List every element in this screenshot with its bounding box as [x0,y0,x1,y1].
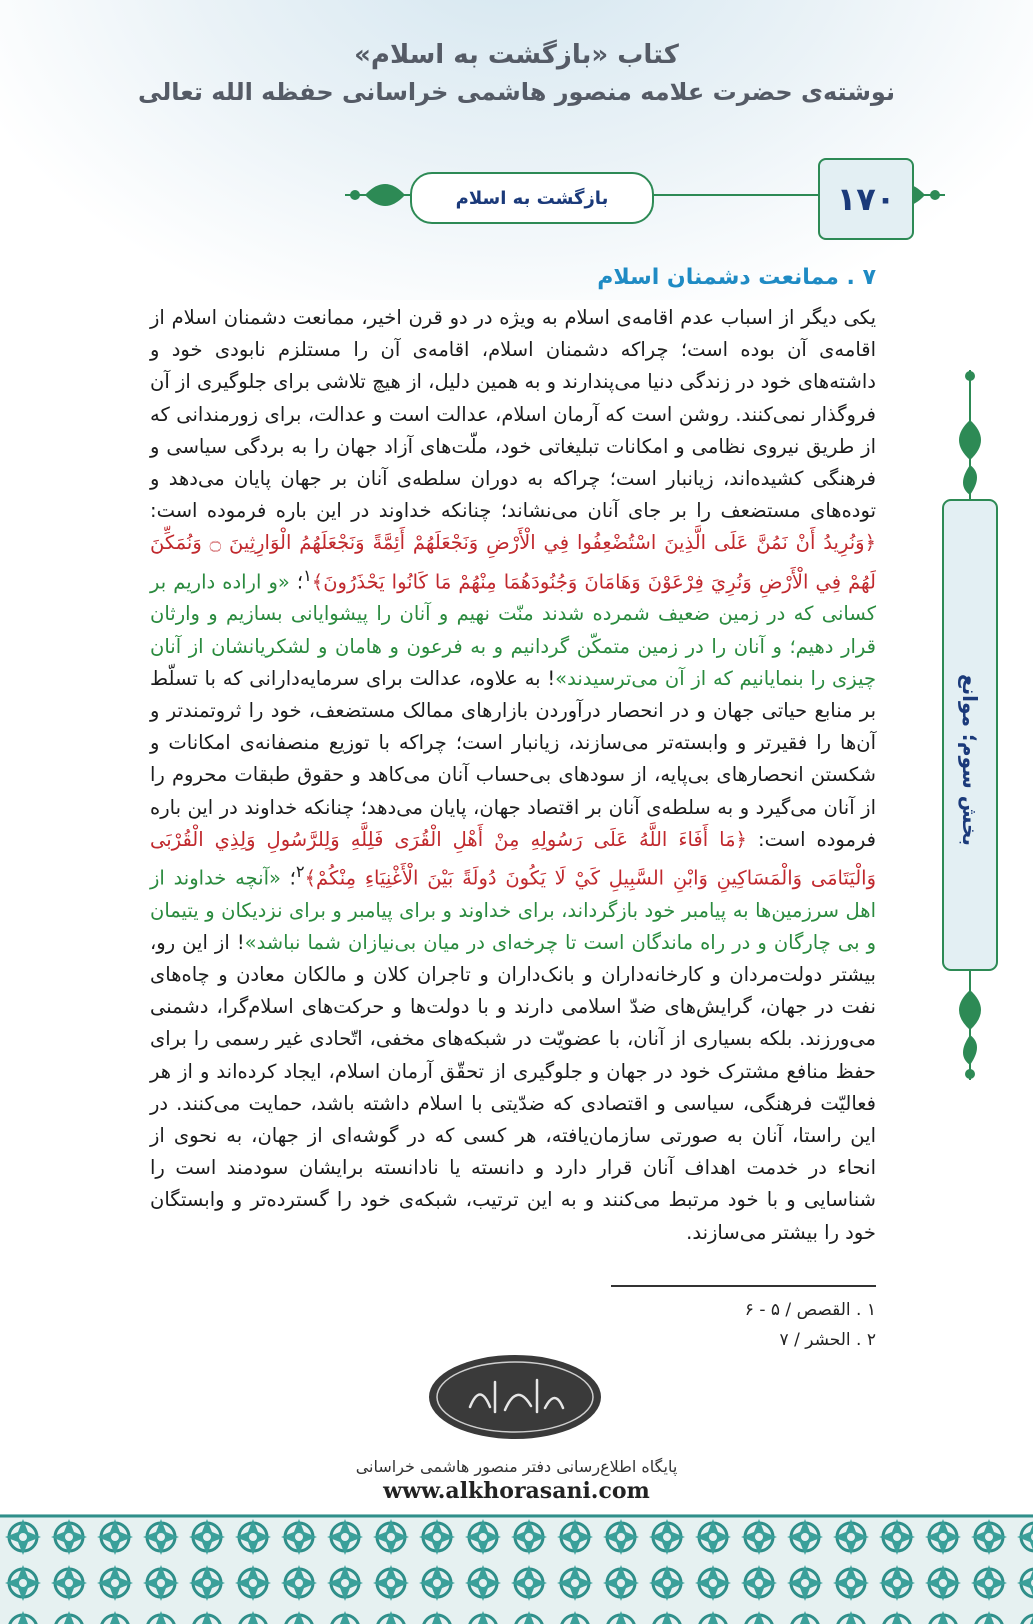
translation-2: «آنچه خداوند از اهل سرزمین‌ها به پیامبر خود بازگرداند، برای خداوند و برای پیامبر و برای نزدیکان و یتیمان و بی چارگان و در راه ماندگان است تا چرخه‌ای در میان بی‌نیازان شما نباشد» [150,866,876,954]
paragraph-2: ! به علاوه، عدالت برای سرمایه‌دارانی که با تسلّط بر منابع حیاتی جهان و در انحصار درآوردن بازارهای ممالک مستضعف، خود را ثروتمندتر و آن‌ها را فقیرتر و وابسته‌تر می‌سازند، زیانبار است؛ چراکه با توزیع منصفانه‌ی امکانات و شکستن انحصارهای بی‌پایه، از سودهای بی‌حساب آنان می‌کاهد و حقوق طبقات محروم را از آنان می‌گیرد و به سلطه‌ی آنان بر اقتصاد جهان، پایان می‌دهد؛ چنانکه خداوند در این باره فرموده است: [150,666,876,851]
footnote-2: ۲ . الحشر / ۷ [779,1330,876,1350]
footnote-1: ۱ . القصص / ۵ - ۶ [744,1300,876,1320]
side-tab-label [935,620,1005,900]
footnotes [745,1295,876,1355]
site-url[interactable]: www.alkhorasani.com [383,1478,650,1504]
paragraph-3: ! از این رو، بیشتر دولت‌مردان و کارخانه‌داران و بانک‌داران و تاجران کلان و مالکان معادن و چاه‌های نفت در جهان، گرایش‌های ضدّ اسلامی دارند و با دولت‌ها و حرکت‌های اسلام‌گرا، دشمنی می‌ورزند. بلکه بسیاری از آنان، با عضویّت در شبکه‌های مخفی، اتّحادی غیر رسمی را برای حفظ منافع مشترک خود در جهان و جلوگیری از تحقّق آرمان اسلام، ایجاد کرده‌اند و از هر فعالیّت فرهنگی، سیاسی و اقتصادی که ضدّیتی با اسلام داشته باشد، حمایت می‌کنند. در این راستا، آنان به صورتی سازمان‌یافته، هر کسی که در گوشه‌ای از جهان، به نحوی از انحاء در خدمت اهداف آنان قرار دارد و دانسته یا نادانسته برایشان سودمند است را شناسایی و با خود مرتبط می‌کنند و به این ترتیب، شبکه‌ی خود را گسترده‌تر و وابستگان خود را بیشتر می‌سازند. [150,930,876,1244]
separator-2: ؛ [280,866,296,890]
section-heading: ۷ . ممانعت دشمنان اسلام [597,265,876,290]
translation-1: «و اراده داریم بر کسانی که در زمین ضعیف شمرده شدند منّت نهیم و آنان را پیشوایانی بسازیم و وارثان قرار دهیم؛ و آنان را در زمین متمکّن گردانیم و به فرعون و هامان و لشکریانشان از آنان چیزی را بنمایانیم که از آن می‌ترسیدند» [150,570,877,690]
running-title: بازگشت به اسلام [410,172,654,224]
book-title: کتاب «بازگشت به اسلام» [354,40,679,70]
quran-verse-2: ﴿مَا أَفَاءَ اللَّهُ عَلَى رَسُولِهِ مِنْ أَهْلِ الْقُرَى فَلِلَّهِ وَلِلرَّسُولِ وَلِذِي الْقُرْبَى وَالْيَتَامَى وَالْمَسَاكِينِ وَابْنِ السَّبِيلِ كَيْ لَا يَكُونَ دُولَةً بَيْنَ الْأَغْنِيَاءِ مِنْكُمْ﴾ [150,827,876,890]
footnote-ref-2: ۲ [295,861,305,881]
site-description: پایگاه اطلاع‌رسانی دفتر منصور هاشمی خراسانی [355,1457,678,1476]
body-text [150,302,876,1249]
separator-1: ؛ [289,570,304,594]
bottom-pattern-border [0,1514,1033,1624]
page-number: ۱۷۰ [818,158,914,240]
quran-verse-1: ﴿وَنُرِيدُ أَنْ نَمُنَّ عَلَى الَّذِينَ اسْتُضْعِفُوا فِي الْأَرْضِ وَنَجْعَلَهُمْ أَئِمَّةً وَنَجْعَلَهُمُ الْوَارِثِينَ ۝ وَنُمَكِّنَ لَهُمْ فِي الْأَرْضِ وَنُرِيَ فِرْعَوْنَ وَهَامَانَ وَجُنُودَهُمَا مِنْهُمْ مَا كَانُوا يَحْذَرُونَ﴾ [150,531,876,594]
footnote-ref-1: ۱ [303,565,312,585]
side-tab-text: بخش سوم؛ موانع [958,674,982,846]
footnote-divider [611,1285,876,1287]
author-line: نوشته‌ی حضرت علامه منصور هاشمی خراسانی حفظه الله تعالی [138,78,895,106]
seal-logo [425,1352,605,1442]
paragraph-1: یکی دیگر از اسباب عدم اقامه‌ی اسلام به ویژه در دو قرن اخیر، ممانعت دشمنان اسلام از اقامه‌ی آن بوده است؛ چراکه دشمنان اسلام، اقامه‌ی آن را مستلزم نابودی خود و داشته‌های خود در زندگی دنیا می‌پندارند و به همین دلیل، از هیچ تلاشی برای جلوگیری از آن فروگذار نمی‌کنند. روشن است که آرمان اسلام، عدالت است و عدالت، برای زورمندانی که از طریق نیروی نظامی و امکانات تبلیغاتی خود، ملّت‌های آزاد جهان را به بردگی سیاسی و فرهنگی کشیده‌اند، زیانبار است؛ چراکه به دوران سلطه‌ی آنان بر جهان پایان می‌دهد و توده‌های مستضعف را بر جای آنان می‌نشاند؛ چنانکه خداوند در این باره فرموده است: [150,306,876,523]
